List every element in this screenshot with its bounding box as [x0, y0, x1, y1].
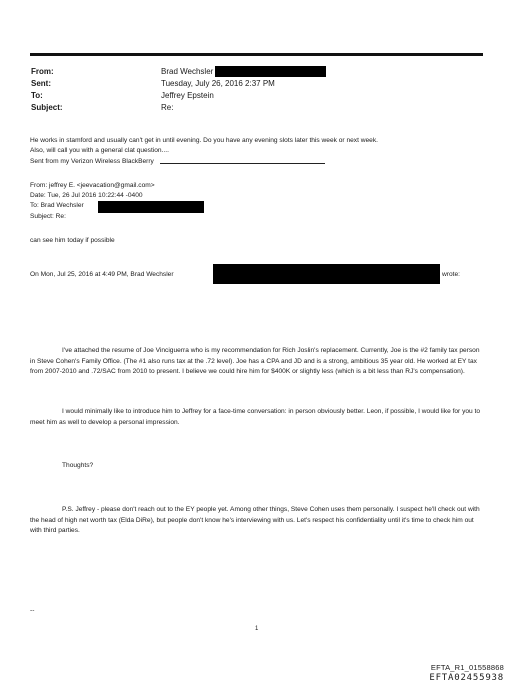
quoted-date: Date: Tue, 26 Jul 2016 10:22:44 -0400: [30, 192, 143, 199]
paragraph-1: I've attached the resume of Joe Vinciguerra who is my recommendation for Rich Joslin's replacement. Currently, Joe is the #2 family tax person in Steve Cohen's Family Office. (The #1 also runs tax at the .72 level). Joe has a CPA and JD and is a strong, ambitious 35 year old. He worked at EY tax from 2007-2010 and .72/SAC from 2010 to present. I believe we could hire him for $400K or slightly less (which is a bit less than RJ's compensation).: [30, 347, 480, 375]
redaction-quoted-to: [98, 201, 204, 213]
attribution-prefix: On Mon, Jul 25, 2016 at 4:49 PM, Brad Wechsler: [30, 271, 174, 278]
footer-id-1: EFTA_R1_01558868: [430, 663, 504, 672]
trailing-mark: --: [30, 607, 35, 614]
reply-line-2: Also, will call you with a general clat question....: [30, 147, 169, 154]
reply-signature: Sent from my Verizon Wireless BlackBerry: [30, 158, 154, 165]
sent-value: Tuesday, July 26, 2016 2:37 PM: [161, 79, 275, 88]
quoted-from: From: jeffrey E. <jeevacation@gmail.com>: [30, 182, 155, 189]
signature-underline: [160, 163, 325, 164]
page-number: 1: [255, 626, 259, 632]
quoted-body: can see him today if possible: [30, 237, 115, 244]
paragraph-4: P.S. Jeffrey - please don't reach out to the EY people yet. Among other things, Steve Cohen uses them personally. I suspect he'll check out with the head of high net worth tax (Elda DiRe), but people don't know he's interviewing with us. Let's respect his confidentiality until it's time to check him out with third parties.: [30, 506, 480, 534]
redaction-attribution: [213, 264, 440, 284]
subject-label: Subject:: [31, 103, 63, 112]
reply-signature-row: [30, 157, 325, 167]
paragraph-3: Thoughts?: [62, 462, 94, 469]
header-rule: [30, 53, 483, 56]
to-value: Jeffrey Epstein: [161, 91, 214, 100]
attribution-suffix: wrote:: [442, 271, 460, 278]
from-value: Brad Wechsler: [161, 67, 214, 76]
footer-id-2: EFTA02455938: [429, 673, 504, 683]
paragraph-2: I would minimally like to introduce him to Jeffrey for a face-time conversation: in person obviously better. Leon, if possible, I would like for you to meet him as well to develop a personal impression.: [30, 408, 481, 426]
quoted-subject: Subject: Re:: [30, 213, 66, 220]
subject-value: Re:: [161, 103, 174, 112]
quoted-to: To: Brad Wechsler: [30, 202, 84, 209]
to-label: To:: [31, 91, 43, 100]
from-label: From:: [31, 67, 54, 76]
reply-line-1: He works in stamford and usually can't get in until evening. Do you have any evening slots later this week or next week.: [30, 137, 378, 144]
redaction-from: [215, 66, 326, 77]
sent-label: Sent:: [31, 79, 51, 88]
